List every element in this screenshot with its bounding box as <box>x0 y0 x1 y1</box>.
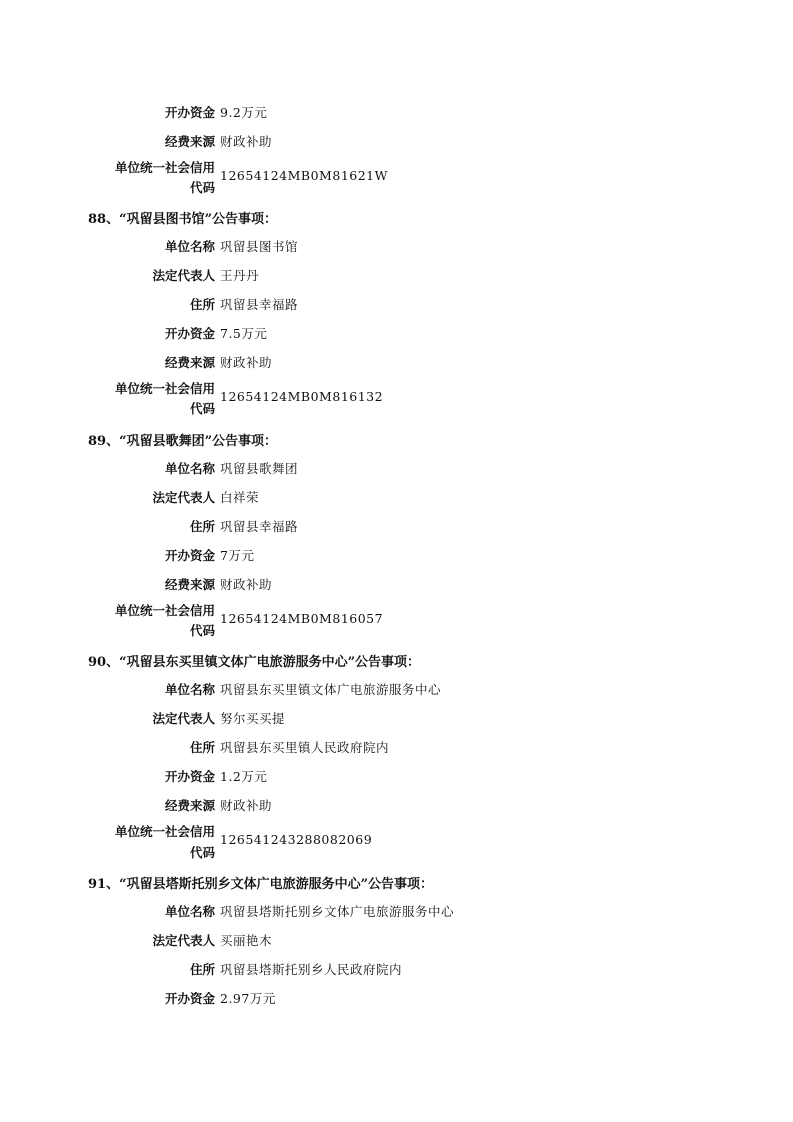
entry-heading: 90、“巩留县东买里镇文体广电旅游服务中心”公告事项： <box>88 655 421 670</box>
field-label: 开办资金 <box>164 769 215 784</box>
field-value: 王丹丹 <box>220 268 260 283</box>
field-label: 法定代表人 <box>152 711 215 726</box>
field-value: 巩留县歌舞团 <box>220 461 299 476</box>
field-label: 开办资金 <box>164 326 215 341</box>
field-value: 努尔买买提 <box>220 711 286 726</box>
rep-row <box>0 266 793 288</box>
field-label: 开办资金 <box>164 548 215 563</box>
field-value: 12654124MB0M816132 <box>220 389 384 404</box>
name-row <box>0 237 793 259</box>
rep-row <box>0 931 793 953</box>
field-value: 巩留县东买里镇文体广电旅游服务中心 <box>220 682 442 697</box>
field-label: 代码 <box>189 401 215 416</box>
funding-row <box>0 796 793 818</box>
field-value: 巩留县塔斯托别乡文体广电旅游服务中心 <box>220 904 455 919</box>
field-value: 9.2万元 <box>220 105 268 120</box>
field-value: 126541243288082069 <box>220 832 373 847</box>
address-row <box>0 960 793 982</box>
field-value: 买丽艳木 <box>220 933 273 948</box>
field-value: 7万元 <box>220 548 255 563</box>
name-row <box>0 680 793 702</box>
field-value: 12654124MB0M81621W <box>220 168 388 183</box>
field-label: 经费来源 <box>164 355 215 370</box>
field-label: 单位统一社会信用 <box>114 603 215 618</box>
address-row <box>0 738 793 760</box>
field-value: 2.97万元 <box>220 991 276 1006</box>
capital-row <box>0 324 793 346</box>
capital-row <box>0 989 793 1011</box>
carry-capital-row <box>0 103 793 125</box>
field-label: 单位统一社会信用 <box>114 824 215 839</box>
address-row <box>0 295 793 317</box>
field-label: 单位名称 <box>164 682 215 697</box>
code-label-row-2 <box>0 399 793 421</box>
name-row <box>0 459 793 481</box>
address-row <box>0 517 793 539</box>
entry-heading: 89、“巩留县歌舞团”公告事项： <box>88 434 278 449</box>
field-label: 经费来源 <box>164 798 215 813</box>
field-label: 单位统一社会信用 <box>114 160 215 175</box>
field-label: 单位统一社会信用 <box>114 381 215 396</box>
field-label: 代码 <box>189 623 215 638</box>
code-label-row-2 <box>0 843 793 865</box>
field-value: 12654124MB0M816057 <box>220 611 384 626</box>
field-value: 巩留县塔斯托别乡人民政府院内 <box>220 962 403 977</box>
field-value: 财政补助 <box>220 798 273 813</box>
entry-heading: 88、“巩留县图书馆”公告事项： <box>88 212 278 227</box>
field-value: 巩留县图书馆 <box>220 239 299 254</box>
field-label: 住所 <box>189 297 215 312</box>
rep-row <box>0 488 793 510</box>
field-label: 开办资金 <box>164 991 215 1006</box>
field-label: 法定代表人 <box>152 933 215 948</box>
field-value: 巩留县幸福路 <box>220 297 299 312</box>
field-value: 巩留县幸福路 <box>220 519 299 534</box>
field-label: 开办资金 <box>164 105 215 120</box>
field-label: 单位名称 <box>164 461 215 476</box>
capital-row <box>0 546 793 568</box>
field-value: 1.2万元 <box>220 769 268 784</box>
entry-heading: 91、“巩留县塔斯托别乡文体广电旅游服务中心”公告事项： <box>88 877 434 892</box>
rep-row <box>0 709 793 731</box>
field-label: 法定代表人 <box>152 490 215 505</box>
field-label: 单位名称 <box>164 239 215 254</box>
field-value: 7.5万元 <box>220 326 268 341</box>
field-label: 单位名称 <box>164 904 215 919</box>
field-label: 代码 <box>189 180 215 195</box>
capital-row <box>0 767 793 789</box>
carry-code-label-row-2 <box>0 178 793 200</box>
field-value: 巩留县东买里镇人民政府院内 <box>220 740 390 755</box>
field-value: 白祥荣 <box>220 490 260 505</box>
field-label: 代码 <box>189 845 215 860</box>
funding-row <box>0 575 793 597</box>
code-label-row-2 <box>0 621 793 643</box>
carry-funding-row <box>0 132 793 154</box>
field-label: 住所 <box>189 519 215 534</box>
field-value: 财政补助 <box>220 134 273 149</box>
funding-row <box>0 353 793 375</box>
field-value: 财政补助 <box>220 355 273 370</box>
field-label: 法定代表人 <box>152 268 215 283</box>
name-row <box>0 902 793 924</box>
field-label: 住所 <box>189 740 215 755</box>
field-label: 住所 <box>189 962 215 977</box>
field-label: 经费来源 <box>164 134 215 149</box>
field-label: 经费来源 <box>164 577 215 592</box>
field-value: 财政补助 <box>220 577 273 592</box>
